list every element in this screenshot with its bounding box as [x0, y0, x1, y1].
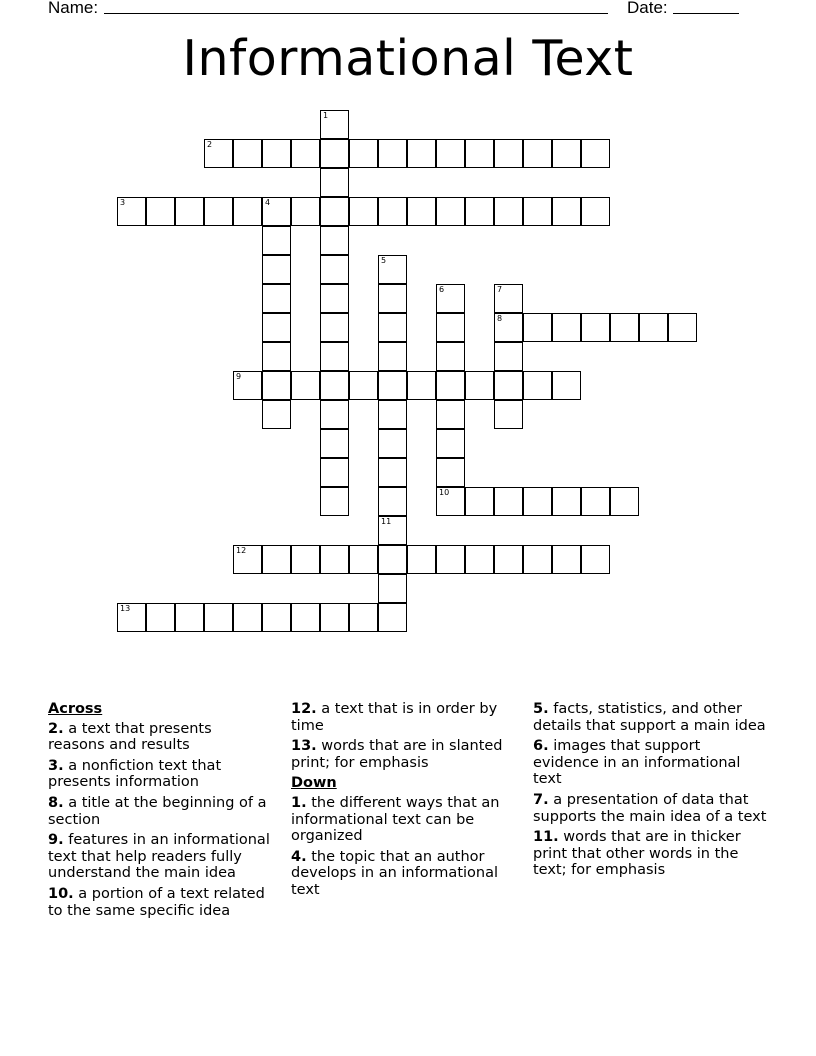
crossword-cell[interactable] [494, 313, 523, 342]
clue-text: the different ways that an informational text can be organized [291, 794, 500, 845]
crossword-cell[interactable] [494, 139, 523, 168]
crossword-cell[interactable] [320, 255, 349, 284]
clue-number: 2. [48, 720, 64, 737]
clue-down-6 [533, 738, 769, 788]
crossword-cell[interactable] [436, 284, 465, 313]
clue-down-11 [533, 829, 769, 879]
clue-across-10 [48, 886, 272, 919]
crossword-cell[interactable] [436, 313, 465, 342]
crossword-cell[interactable] [581, 197, 610, 226]
cell-number: 8 [497, 314, 503, 323]
crossword-cell[interactable] [378, 197, 407, 226]
crossword-cell[interactable] [494, 284, 523, 313]
crossword-cell[interactable] [349, 139, 378, 168]
crossword-cell[interactable] [552, 313, 581, 342]
clue-text: words that are in slanted print; for emphasis [291, 738, 503, 771]
crossword-cell[interactable] [436, 429, 465, 458]
cell-number: 1 [323, 111, 329, 120]
crossword-cell[interactable] [523, 197, 552, 226]
clue-text: a portion of a text related to the same specific idea [48, 885, 265, 919]
crossword-cell[interactable] [233, 371, 262, 400]
crossword-cell[interactable] [204, 139, 233, 168]
clue-down-4 [291, 849, 519, 899]
crossword-cell[interactable] [436, 197, 465, 226]
crossword-cell[interactable] [349, 197, 378, 226]
crossword-cell[interactable] [320, 458, 349, 487]
crossword-cell[interactable] [465, 371, 494, 400]
crossword-cell[interactable] [378, 255, 407, 284]
crossword-cell[interactable] [320, 545, 349, 574]
clue-down-5 [533, 701, 769, 734]
crossword-cell[interactable] [436, 400, 465, 429]
crossword-cell[interactable] [320, 603, 349, 632]
clue-number: 11. [533, 829, 559, 846]
crossword-cell[interactable] [552, 487, 581, 516]
crossword-cell[interactable] [436, 545, 465, 574]
crossword-cell[interactable] [494, 371, 523, 400]
cell-number: 11 [381, 517, 392, 526]
crossword-cell[interactable] [436, 487, 465, 516]
crossword-cell[interactable] [262, 603, 291, 632]
clues-column-3 [533, 701, 769, 883]
clue-across-3 [48, 758, 272, 791]
crossword-cell[interactable] [494, 545, 523, 574]
crossword-cell[interactable] [320, 139, 349, 168]
crossword-cell[interactable] [378, 603, 407, 632]
clue-number: 5. [533, 701, 549, 717]
crossword-cell[interactable] [378, 458, 407, 487]
crossword-cell[interactable] [581, 313, 610, 342]
clue-text: features in an informational text that help readers fully understand the main idea [48, 832, 270, 882]
clue-number: 8. [48, 794, 64, 811]
crossword-cell[interactable] [494, 400, 523, 429]
crossword-cell[interactable] [378, 139, 407, 168]
crossword-cell[interactable] [233, 545, 262, 574]
crossword-cell[interactable] [407, 139, 436, 168]
crossword-cell[interactable] [117, 197, 146, 226]
crossword-cell[interactable] [349, 545, 378, 574]
crossword-cell[interactable] [465, 545, 494, 574]
clue-number: 7. [533, 791, 549, 808]
clue-text: images that support evidence in an informational text [533, 738, 741, 788]
clue-number: 1. [291, 794, 307, 811]
crossword-cell[interactable] [320, 284, 349, 313]
crossword-cell[interactable] [320, 429, 349, 458]
crossword-cell[interactable] [349, 603, 378, 632]
crossword-cell[interactable] [378, 313, 407, 342]
crossword-cell[interactable] [320, 168, 349, 197]
crossword-cell[interactable] [291, 545, 320, 574]
cell-number: 2 [207, 140, 213, 149]
crossword-cell[interactable] [291, 603, 320, 632]
clue-text: a text that presents reasons and results [48, 720, 212, 754]
cell-number: 13 [120, 604, 131, 613]
crossword-cell[interactable] [552, 371, 581, 400]
crossword-cell[interactable] [320, 313, 349, 342]
crossword-cell[interactable] [262, 371, 291, 400]
page-title: Informational Text [182, 30, 634, 87]
crossword-cell[interactable] [581, 487, 610, 516]
crossword-cell[interactable] [262, 545, 291, 574]
clue-across-2 [48, 721, 272, 754]
clue-text: facts, statistics, and other details that support a main idea [533, 701, 766, 734]
crossword-cell[interactable] [407, 197, 436, 226]
across-heading: Across [48, 701, 103, 717]
crossword-cell[interactable] [407, 545, 436, 574]
crossword-cell[interactable] [465, 139, 494, 168]
crossword-cell[interactable] [378, 284, 407, 313]
clue-number: 10. [48, 885, 74, 902]
crossword-cell[interactable] [523, 545, 552, 574]
crossword-cell[interactable] [175, 197, 204, 226]
crossword-cell[interactable] [436, 458, 465, 487]
crossword-cell[interactable] [262, 342, 291, 371]
crossword-cell[interactable] [465, 197, 494, 226]
cell-number: 10 [439, 488, 450, 497]
cell-number: 4 [265, 198, 271, 207]
crossword-cell[interactable] [494, 342, 523, 371]
crossword-cell[interactable] [378, 400, 407, 429]
crossword-cell[interactable] [378, 545, 407, 574]
clue-number: 4. [291, 848, 307, 865]
crossword-cell[interactable] [407, 371, 436, 400]
cell-number: 12 [236, 546, 247, 555]
crossword-cell[interactable] [320, 197, 349, 226]
crossword-cell[interactable] [262, 255, 291, 284]
crossword-cell[interactable] [378, 429, 407, 458]
crossword-cell[interactable] [262, 400, 291, 429]
crossword-cell[interactable] [552, 545, 581, 574]
cell-number: 6 [439, 285, 445, 294]
crossword-cell[interactable] [320, 371, 349, 400]
crossword-cell[interactable] [262, 284, 291, 313]
crossword-cell[interactable] [436, 342, 465, 371]
cell-number: 5 [381, 256, 387, 265]
crossword-cell[interactable] [610, 313, 639, 342]
crossword-cell[interactable] [378, 516, 407, 545]
clue-across-13 [291, 738, 519, 771]
clue-across-12 [291, 701, 519, 734]
crossword-cell[interactable] [291, 139, 320, 168]
crossword-cell[interactable] [552, 197, 581, 226]
crossword-cell[interactable] [581, 545, 610, 574]
clue-number: 3. [48, 757, 64, 774]
crossword-cell[interactable] [117, 603, 146, 632]
crossword-cell[interactable] [523, 371, 552, 400]
crossword-cell[interactable] [320, 487, 349, 516]
clue-text: a presentation of data that supports the main idea of a text [533, 791, 767, 825]
clue-number: 6. [533, 738, 549, 755]
down-heading: Down [291, 775, 337, 792]
crossword-cell[interactable] [610, 487, 639, 516]
crossword-cell[interactable] [436, 139, 465, 168]
clue-text: a nonfiction text that presents information [48, 757, 222, 791]
clue-down-7 [533, 792, 769, 825]
crossword-cell[interactable] [320, 226, 349, 255]
date-label: Date: [627, 0, 668, 17]
crossword-cell[interactable] [146, 603, 175, 632]
crossword-cell[interactable] [291, 371, 320, 400]
clue-text: the topic that an author develops in an informational text [291, 848, 499, 898]
name-label: Name: [48, 0, 99, 17]
crossword-cell[interactable] [378, 574, 407, 603]
crossword-cell[interactable] [291, 197, 320, 226]
crossword-cell[interactable] [233, 197, 262, 226]
crossword-cell[interactable] [233, 603, 262, 632]
crossword-cell[interactable] [378, 342, 407, 371]
crossword-cell[interactable] [494, 197, 523, 226]
clues-column-2 [291, 701, 519, 903]
crossword-cell[interactable] [639, 313, 668, 342]
crossword-cell[interactable] [378, 487, 407, 516]
crossword-cell[interactable] [581, 139, 610, 168]
clue-number: 9. [48, 832, 64, 849]
crossword-cell[interactable] [378, 371, 407, 400]
crossword-cell[interactable] [552, 139, 581, 168]
cell-number: 3 [120, 198, 126, 207]
clue-down-1 [291, 795, 519, 845]
clue-text: a title at the beginning of a section [48, 794, 267, 828]
crossword-cell[interactable] [262, 139, 291, 168]
crossword-cell[interactable] [349, 371, 378, 400]
clue-across-8 [48, 795, 272, 828]
cell-number: 9 [236, 372, 242, 381]
crossword-cell[interactable] [175, 603, 204, 632]
crossword-cell[interactable] [436, 371, 465, 400]
crossword-cell[interactable] [523, 139, 552, 168]
clues-column-1 [48, 701, 272, 923]
crossword-cell[interactable] [320, 342, 349, 371]
crossword-cell[interactable] [320, 110, 349, 139]
clue-across-9 [48, 832, 272, 882]
crossword-cell[interactable] [262, 226, 291, 255]
crossword-cell[interactable] [204, 197, 233, 226]
crossword-cell[interactable] [465, 487, 494, 516]
crossword-cell[interactable] [668, 313, 697, 342]
crossword-cell[interactable] [146, 197, 175, 226]
crossword-cell[interactable] [262, 313, 291, 342]
crossword-cell[interactable] [204, 603, 233, 632]
clue-text: a text that is in order by time [291, 701, 498, 734]
clue-number: 13. [291, 738, 317, 755]
crossword-cell[interactable] [233, 139, 262, 168]
crossword-cell[interactable] [523, 313, 552, 342]
crossword-cell[interactable] [523, 487, 552, 516]
clue-text: words that are in thicker print that other words in the text; for emphasis [533, 829, 741, 879]
clue-number: 12. [291, 701, 317, 717]
crossword-cell[interactable] [494, 487, 523, 516]
crossword-cell[interactable] [320, 400, 349, 429]
cell-number: 7 [497, 285, 503, 294]
crossword-cell[interactable] [262, 197, 291, 226]
